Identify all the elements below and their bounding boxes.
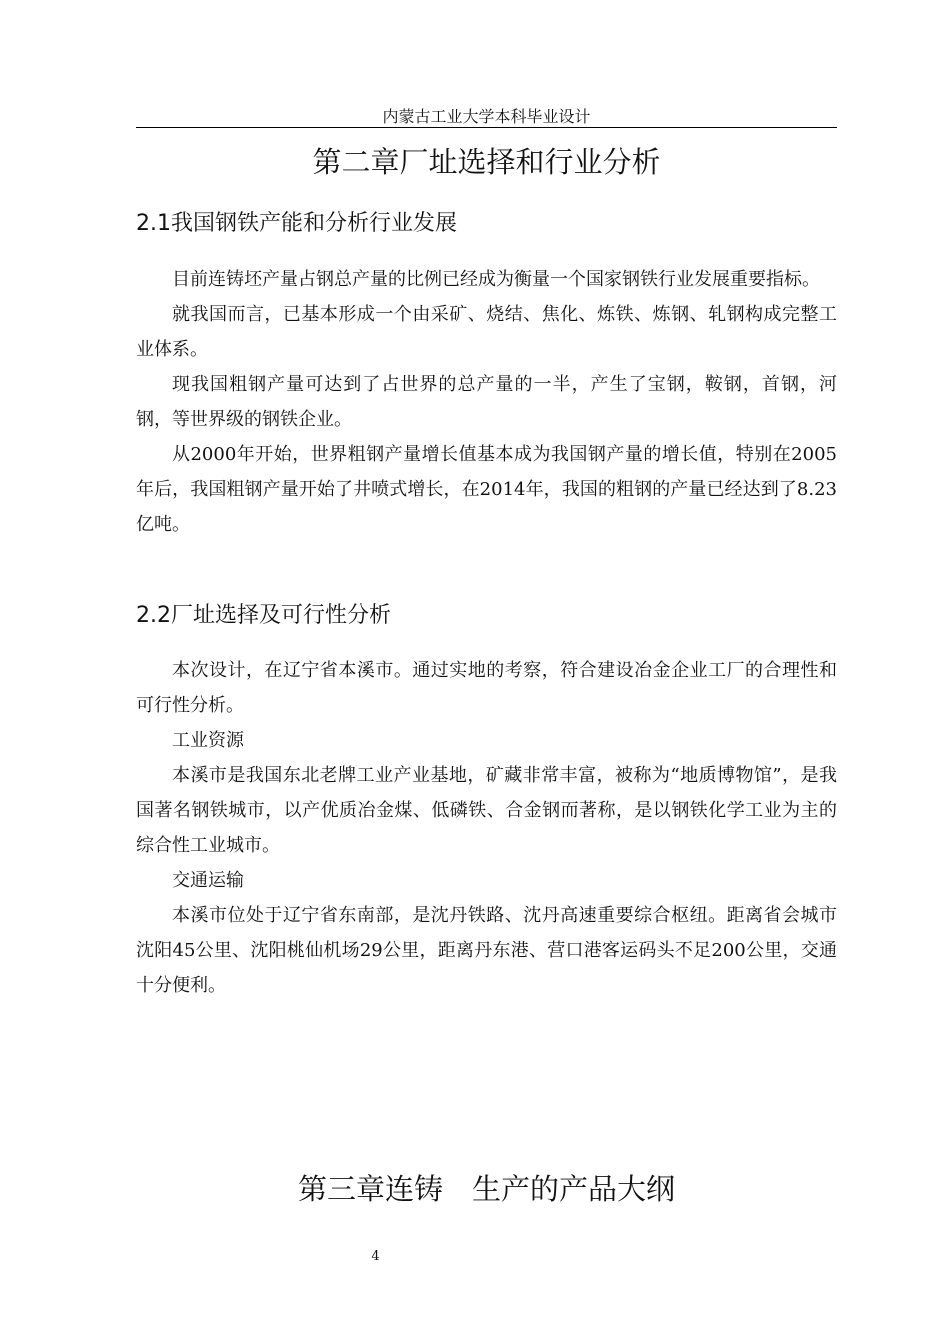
running-header: 内蒙古工业大学本科毕业设计: [382, 107, 591, 126]
paragraph: 就我国而言，已基本形成一个由采矿、烧结、焦化、炼铁、炼钢、轧钢构成完整工业体系。: [136, 304, 837, 360]
page-number: 4: [371, 1249, 380, 1264]
paragraph: 目前连铸坯产量占钢总产量的比例已经成为衡量一个国家钢铁行业发展重要指标。: [172, 269, 820, 290]
paragraph: 现我国粗钢产量可达到了占世界的总产量的一半，产生了宝钢，鞍钢，首钢，河钢，等世界级的钢铁企业。: [136, 374, 837, 430]
paragraph: 本次设计，在辽宁省本溪市。通过实地的考察，符合建设冶金企业工厂的合理性和可行性分析。: [136, 660, 837, 716]
paragraph: 从2000年开始，世界粗钢产量增长值基本成为我国钢产量的增长值，特别在2005年后，我国粗钢产量开始了井喷式增长，在2014年，我国的粗钢的产量已经达到了8.23亿吨。: [136, 444, 837, 535]
subheading-transportation: 交通运输: [172, 870, 244, 891]
section-2-2-heading: 2.2厂址选择及可行性分析: [136, 603, 391, 628]
paragraph: 本溪市是我国东北老牌工业产业基地，矿藏非常丰富，被称为“地质博物馆”，是我国著名钢铁城市，以产优质冶金煤、低磷铁、合金钢而著称，是以钢铁化学工业为主的综合性工业城市。: [136, 765, 837, 856]
subheading-industrial-resources: 工业资源: [172, 730, 244, 751]
section-2-2-body: [136, 653, 837, 1003]
chapter-3-title: 第三章连铸 生产的产品大纲: [297, 1172, 675, 1206]
section-2-1-heading: 2.1我国钢铁产能和分析行业发展: [136, 211, 457, 236]
paragraph: 本溪市位处于辽宁省东南部，是沈丹铁路、沈丹高速重要综合枢纽。距离省会城市沈阳45公里、沈阳桃仙机场29公里，距离丹东港、营口港客运码头不足200公里，交通十分便利。: [136, 905, 837, 996]
chapter-2-title: 第二章厂址选择和行业分析: [312, 145, 661, 179]
section-2-1-body: [136, 262, 837, 542]
header-rule: [136, 127, 837, 128]
